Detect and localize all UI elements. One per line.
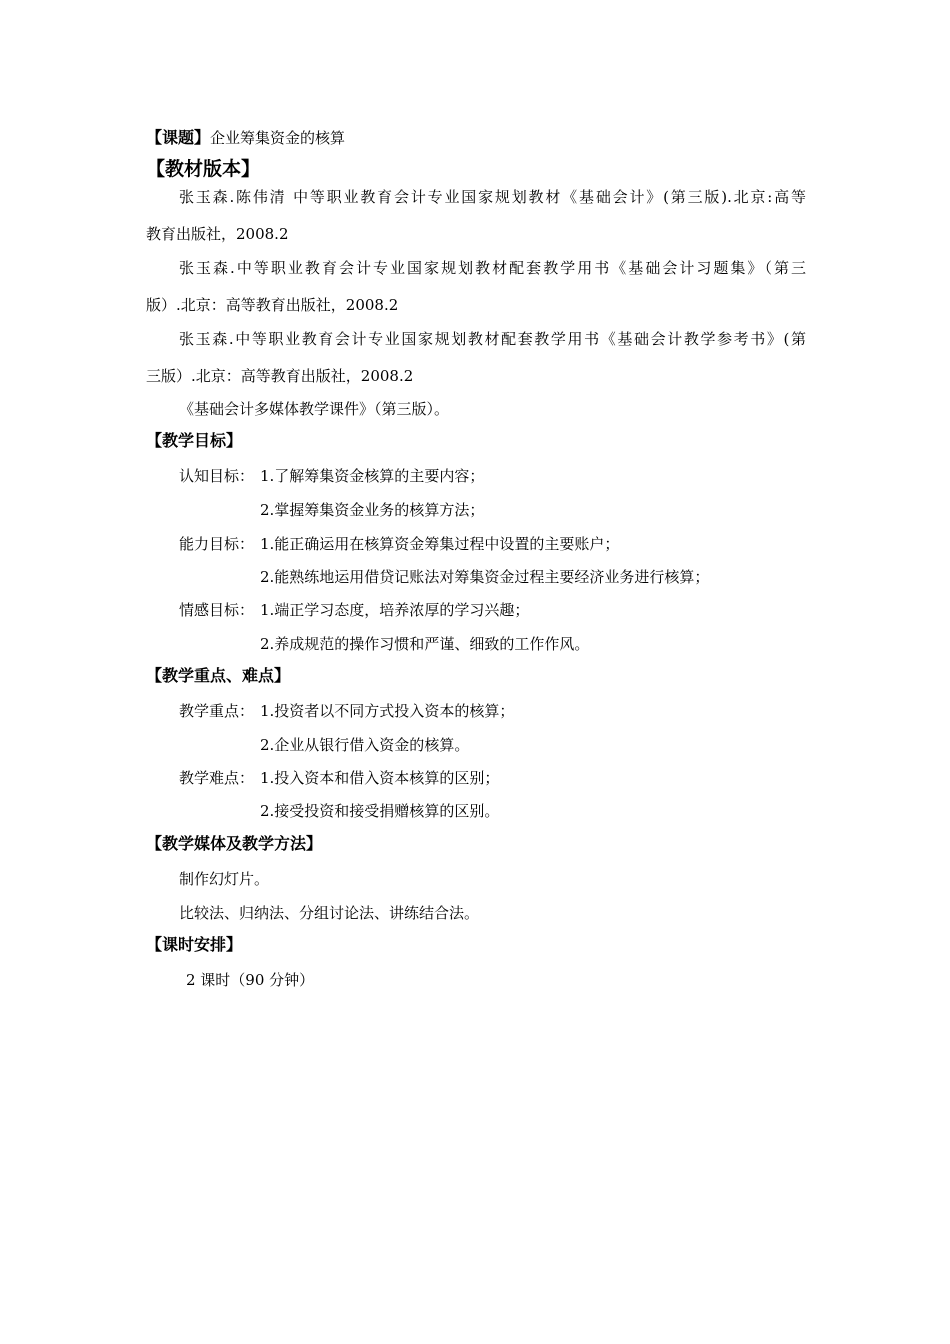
lesson-title-text: 企业筹集资金的核算 bbox=[210, 129, 346, 147]
textbook-ref2-line2: 版）.北京：高等教育出版社，2008.2 bbox=[146, 296, 399, 314]
key-points-difficulty-1: 1.投入资本和借入资本核算的区别； bbox=[260, 769, 500, 787]
textbook-ref4: 《基础会计多媒体教学课件》（第三版）。 bbox=[179, 400, 450, 418]
key-points-focus-1: 1.投资者以不同方式投入资本的核算； bbox=[260, 702, 515, 720]
objectives-ability-1: 1.能正确运用在核算资金筹集过程中设置的主要账户； bbox=[260, 535, 620, 553]
lesson-title bbox=[146, 128, 345, 148]
methods-line2: 比较法、归纳法、分组讨论法、讲练结合法。 bbox=[179, 904, 480, 922]
objectives-emotion-2: 2.养成规范的操作习惯和严谨、细致的工作作风。 bbox=[260, 635, 590, 653]
objectives-emotion-label: 情感目标： bbox=[179, 601, 255, 619]
textbook-ref1-line2: 教育出版社，2008.2 bbox=[146, 225, 289, 243]
textbook-ref1-line1: 张玉森.陈伟清 中等职业教育会计专业国家规划教材《基础会计》(第三版).北京:高等 bbox=[179, 188, 806, 206]
lesson-title-label: 【课题】 bbox=[146, 128, 211, 147]
textbook-ref3-line2: 三版）.北京：高等教育出版社，2008.2 bbox=[146, 367, 414, 385]
key-points-focus-label: 教学重点： bbox=[179, 702, 255, 720]
objectives-cognitive-1: 1.了解筹集资金核算的主要内容； bbox=[260, 467, 485, 485]
objectives-heading: 【教学目标】 bbox=[146, 431, 243, 450]
objectives-cognitive-label: 认知目标： bbox=[179, 467, 255, 485]
objectives-cognitive-2: 2.掌握筹集资金业务的核算方法； bbox=[260, 501, 485, 519]
schedule-heading: 【课时安排】 bbox=[146, 935, 243, 954]
textbook-ref3-line1: 张玉森.中等职业教育会计专业国家规划教材配套教学用书《基础会计教学参考书》(第 bbox=[179, 330, 806, 348]
methods-heading: 【教学媒体及教学方法】 bbox=[146, 834, 323, 853]
objectives-ability-label: 能力目标： bbox=[179, 535, 255, 553]
objectives-emotion-1: 1.端正学习态度，培养浓厚的学习兴趣； bbox=[260, 601, 530, 619]
textbook-ref2-line1: 张玉森.中等职业教育会计专业国家规划教材配套教学用书《基础会计习题集》（第三 bbox=[179, 259, 806, 277]
schedule-line1: 2 课时（90 分钟） bbox=[186, 971, 315, 989]
key-points-focus-2: 2.企业从银行借入资金的核算。 bbox=[260, 736, 470, 754]
textbook-heading: 【教材版本】 bbox=[146, 158, 261, 180]
methods-line1: 制作幻灯片。 bbox=[179, 870, 270, 888]
objectives-ability-2: 2.能熟练地运用借贷记账法对筹集资金过程主要经济业务进行核算； bbox=[260, 568, 710, 586]
key-points-difficulty-label: 教学难点： bbox=[179, 769, 255, 787]
key-points-heading: 【教学重点、难点】 bbox=[146, 666, 291, 685]
key-points-difficulty-2: 2.接受投资和接受捐赠核算的区别。 bbox=[260, 802, 500, 820]
